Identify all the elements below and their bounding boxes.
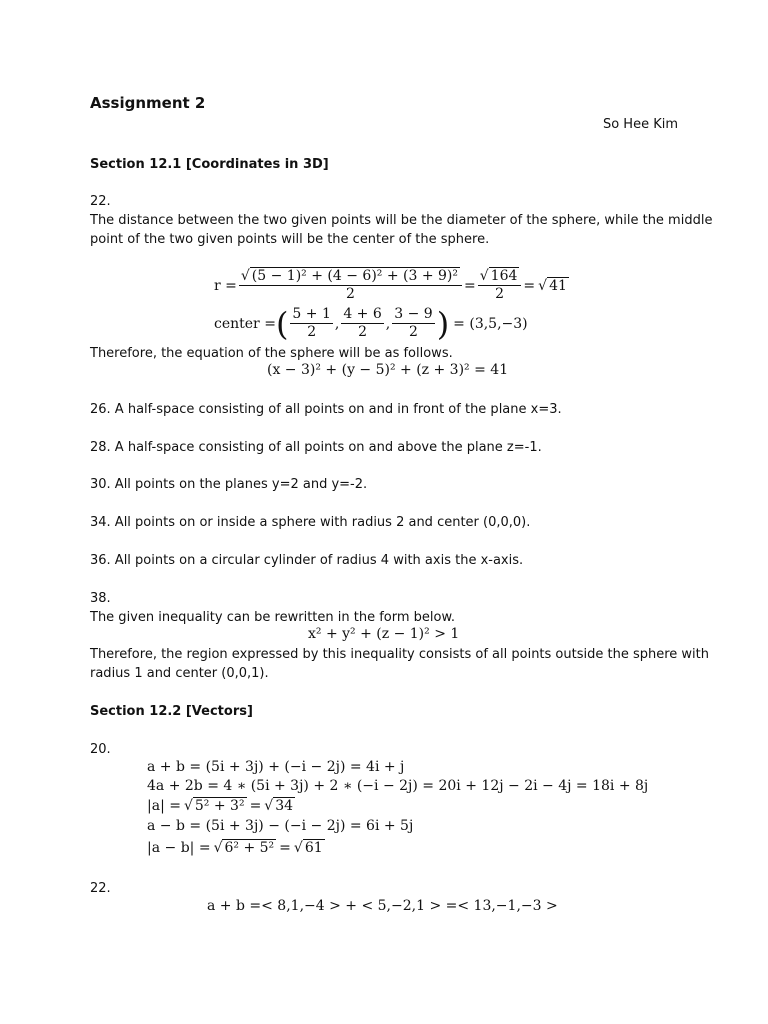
vector-equation: a + b = (5i + 3j) + (−i − 2j) = 4i + j xyxy=(147,759,405,775)
vector-equation: a − b = (5i + 3j) − (−i − 2j) = 6i + 5j xyxy=(147,818,414,834)
radius-fraction-2: $\frac{√ 164}{2}$ xyxy=(478,268,522,303)
answer-26: 26. A half-space consisting of all points on and in front of the plane x=3. xyxy=(90,402,562,417)
radius-radicand: (5 − 1)² + (4 − 6)² + (3 + 9)² xyxy=(251,268,459,284)
radius-result: 41 xyxy=(549,277,567,294)
radius-denominator-2: 2 xyxy=(495,286,505,302)
center-equation: center = ( $\frac{5 + 1}{2}$ , $\frac{4 + 6}{2}$ , $\frac{3 - 9}{2}$ ) = (3,5,−3) xyxy=(214,304,528,343)
answer-30: 30. All points on the planes y=2 and y=-2. xyxy=(90,477,368,492)
radius-radicand-2: 164 xyxy=(490,268,518,284)
paragraph-line: The distance between the two given points will be the diameter of the sphere, while the middle xyxy=(90,213,713,228)
answer-28: 28. A half-space consisting of all points on and above the plane z=-1. xyxy=(90,440,542,455)
author-name: So Hee Kim xyxy=(602,117,678,132)
radius-equation: r = $\frac{\text{√ (5 − 1)² + (4 − 6)² + (3 + 9)²}}{2}$ = $\frac{√ 164}{2}$ = √ 41 xyxy=(214,268,567,302)
answer-34: 34. All points on or inside a sphere with radius 2 and center (0,0,0). xyxy=(90,515,531,530)
magnitude-equation: |a − b| = √ 6² + 5² = √ 61 xyxy=(147,840,323,856)
radius-fraction: $\frac{\text{√ (5 − 1)² + (4 − 6)² + (3 + 9)²}}{2}$ xyxy=(239,268,462,303)
center-z-fraction: $\frac{3 - 9}{2}$ xyxy=(394,306,433,340)
paragraph-line: Therefore, the equation of the sphere will be as follows. xyxy=(90,346,453,361)
paragraph-line: point of the two given points will be the center of the sphere. xyxy=(90,232,490,247)
magnitude-equation: |a| = √ 5² + 3² = √ 34 xyxy=(147,798,294,814)
section-heading-12-1: Section 12.1 [Coordinates in 3D] xyxy=(90,157,329,172)
sphere-equation: (x − 3)² + (y − 5)² + (z + 3)² = 41 xyxy=(267,362,509,378)
paragraph-line: The given inequality can be rewritten in the form below. xyxy=(90,610,456,625)
paragraph-line: radius 1 and center (0,0,1). xyxy=(90,666,269,681)
document-title: Assignment 2 xyxy=(90,94,206,112)
answer-36: 36. All points on a circular cylinder of radius 4 with axis the x-axis. xyxy=(90,553,524,568)
center-result: = (3,5,−3) xyxy=(453,315,528,332)
center-lhs: center = xyxy=(214,315,276,332)
equals-sign: = xyxy=(464,277,476,294)
center-y-fraction: $\frac{4 + 6}{2}$ xyxy=(343,306,382,340)
paragraph-line: Therefore, the region expressed by this inequality consists of all points outside the sphere with xyxy=(90,647,709,662)
radius-denominator: 2 xyxy=(345,286,355,302)
problem-number: 38. xyxy=(90,591,111,606)
section-heading-12-2: Section 12.2 [Vectors] xyxy=(90,704,253,719)
center-x-fraction: $\frac{5 + 1}{2}$ xyxy=(292,306,331,340)
inequality-equation: x² + y² + (z − 1)² > 1 xyxy=(308,626,460,642)
vector-equation: 4a + 2b = 4 ∗ (5i + 3j) + 2 ∗ (−i − 2j) = 20i + 12j − 2i − 4j = 18i + 8j xyxy=(147,778,649,794)
problem-number: 22. xyxy=(90,194,111,209)
equals-sign: = xyxy=(523,277,536,294)
problem-number: 20. xyxy=(90,742,111,757)
vector-sum-equation: a + b =< 8,1,−4 > + < 5,−2,1 > =< 13,−1,−3 > xyxy=(207,898,558,914)
radius-lhs: r = xyxy=(214,277,237,294)
problem-number: 22. xyxy=(90,881,111,896)
